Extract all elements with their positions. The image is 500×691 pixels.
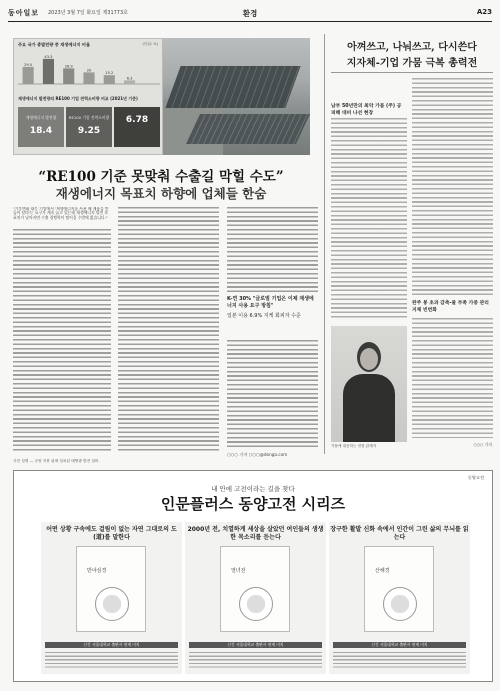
headline: “RE100 기준 못맞춰 수출길 막힐 수도”	[38, 169, 284, 185]
ad-title: 인문플러스 동양고전 시리즈	[160, 495, 346, 513]
portrait-caption: 가뭄에 대응하는 현장 관계자	[331, 444, 377, 448]
section-name: 환경	[242, 9, 258, 18]
book-cover	[364, 546, 434, 632]
sub-headline: 재생에너지 목표치 하향에 업체들 한숨	[55, 186, 267, 201]
byline: ○○○ 기자 ○○○@donga.com	[227, 452, 288, 457]
body-text-lines	[412, 78, 493, 296]
feature-column	[412, 78, 493, 296]
stat-value: 6.78	[125, 115, 149, 125]
book-tagline: 장구한 활발 신화 속에서 인간이 그린 삶의 무늬를 읽는다	[330, 526, 469, 541]
chart-data-label: 29.5	[24, 62, 33, 67]
book-cover	[220, 546, 290, 632]
chart-bar	[63, 68, 74, 84]
ad-brand: 동양고전	[467, 475, 484, 480]
stat-value: 18.4	[29, 126, 53, 136]
chart-data-label: 6.3	[126, 76, 133, 81]
body-text-lines	[227, 340, 318, 448]
book-panel	[329, 522, 470, 674]
article-column	[227, 340, 318, 448]
body-text-lines	[412, 318, 493, 438]
chart-bar	[43, 59, 54, 84]
portrait-photo	[331, 326, 407, 442]
masthead	[8, 8, 492, 22]
stat-label: 재생에너지 발전량	[25, 115, 57, 120]
feature-title: 아껴쓰고, 나눠쓰고, 다시쓴다	[347, 42, 477, 53]
article-subhead: K-연 30% "글로벌 기업은 이제 재생에너지 사용 요구 방침" 일본 이용 6.9% 지케 회피자 수준	[227, 296, 316, 336]
book-tagline: 어떤 상황 구속에도 걸림이 없는 자연 그대로의 도(道)를 말한다	[46, 526, 177, 541]
book-info-bar: 신간 서울대학교 출판사 현재 비치	[45, 642, 178, 648]
feature-subhead: 완주 봉 초과 감축-물 부족 가중 관리 지체 빈번화	[412, 301, 489, 313]
chart-data-label: 26.9	[64, 64, 73, 69]
chart-bar	[83, 72, 94, 84]
photo-caption: 사진 설명 — 공장 지붕 위에 설치된 태양광 발전 설비.	[13, 459, 100, 463]
book-cover-title: 산해경	[375, 568, 390, 574]
book-cover	[76, 546, 146, 632]
chart-data-label: 20	[86, 68, 92, 73]
advertisement	[13, 470, 493, 682]
feature-byline: ○○○ 기자	[473, 442, 492, 447]
stat-value: 9.25	[77, 126, 101, 136]
divider	[331, 72, 493, 73]
stat-box	[18, 107, 64, 147]
article-column	[227, 207, 318, 293]
cover-art	[239, 587, 273, 621]
column-divider	[324, 34, 325, 454]
feature-column	[412, 318, 493, 438]
book-info-bar: 신간 서울대학교 출판사 현재 비치	[333, 642, 466, 648]
chart-data-label: 15.2	[105, 71, 114, 76]
chart-bar	[104, 75, 115, 84]
chart-data-label: 43.3	[44, 54, 53, 59]
book-description-lines	[45, 652, 178, 670]
solar-panel-photo	[163, 38, 310, 155]
book-tagline: 2000년 전, 치열하게 세상을 살았던 여인들의 생생한 목소리를 듣는다	[187, 526, 324, 541]
bar-chart	[18, 51, 160, 89]
chart-bar	[124, 80, 135, 84]
feature-subhead: 남부 50년만의 최악 가뭄 (주) 공 피해 대비 나선 현장	[331, 104, 402, 116]
article-lead: "기후변화 대응 기업에서 '재생에너지를 사용 해 제품을 만들어 달라'는 요구가 계속 늘고 있는데 재생에너지 발전 목표치가 낮아지면 수출 경쟁력이 떨어질 수밖에 없습니다."	[13, 207, 111, 220]
body-text-lines	[331, 118, 407, 320]
solar-panels	[165, 66, 300, 108]
stat-label: RE100 기업 전력소비량	[68, 115, 110, 120]
infographic-subtitle: 재생에너지 발전량의 RE100 기업 전력소비량 비교 (2021년 기준)	[18, 96, 138, 101]
book-panel	[185, 522, 326, 674]
infographic-title: 주요 국가 총발전량 중 재생에너지 비율	[18, 42, 91, 47]
book-description-lines	[333, 652, 466, 670]
page-number: A23	[476, 8, 492, 16]
feature-title: 지자체-기업 가뭄 극복 총력전	[346, 58, 478, 69]
paper-name: 동아일보	[8, 9, 40, 17]
book-info-bar: 신간 서울대학교 출판사 현재 비치	[189, 642, 322, 648]
infographic-unit: (단위: %)	[142, 42, 158, 46]
chart-bar	[23, 67, 34, 84]
article-column	[118, 207, 219, 453]
body-text-lines	[118, 207, 219, 453]
cover-art	[383, 587, 417, 621]
book-panel	[41, 522, 182, 674]
ad-kicker: 내 안에 고전이라는 길을 찾다	[211, 485, 295, 493]
solar-panels	[186, 114, 310, 144]
body-text-lines	[13, 229, 111, 453]
body-text-lines	[227, 207, 318, 293]
article-column	[13, 207, 111, 453]
book-description-lines	[189, 652, 322, 670]
book-cover-title: 반야심경	[87, 568, 107, 574]
stat-box	[66, 107, 112, 147]
stat-box	[114, 107, 160, 147]
book-cover-title: 열녀전	[231, 568, 246, 574]
infographic	[13, 38, 163, 155]
feature-column	[331, 118, 407, 320]
cover-art	[95, 587, 129, 621]
issue-date: 2023년 3월 7일 화요일 제31773호	[48, 10, 129, 16]
